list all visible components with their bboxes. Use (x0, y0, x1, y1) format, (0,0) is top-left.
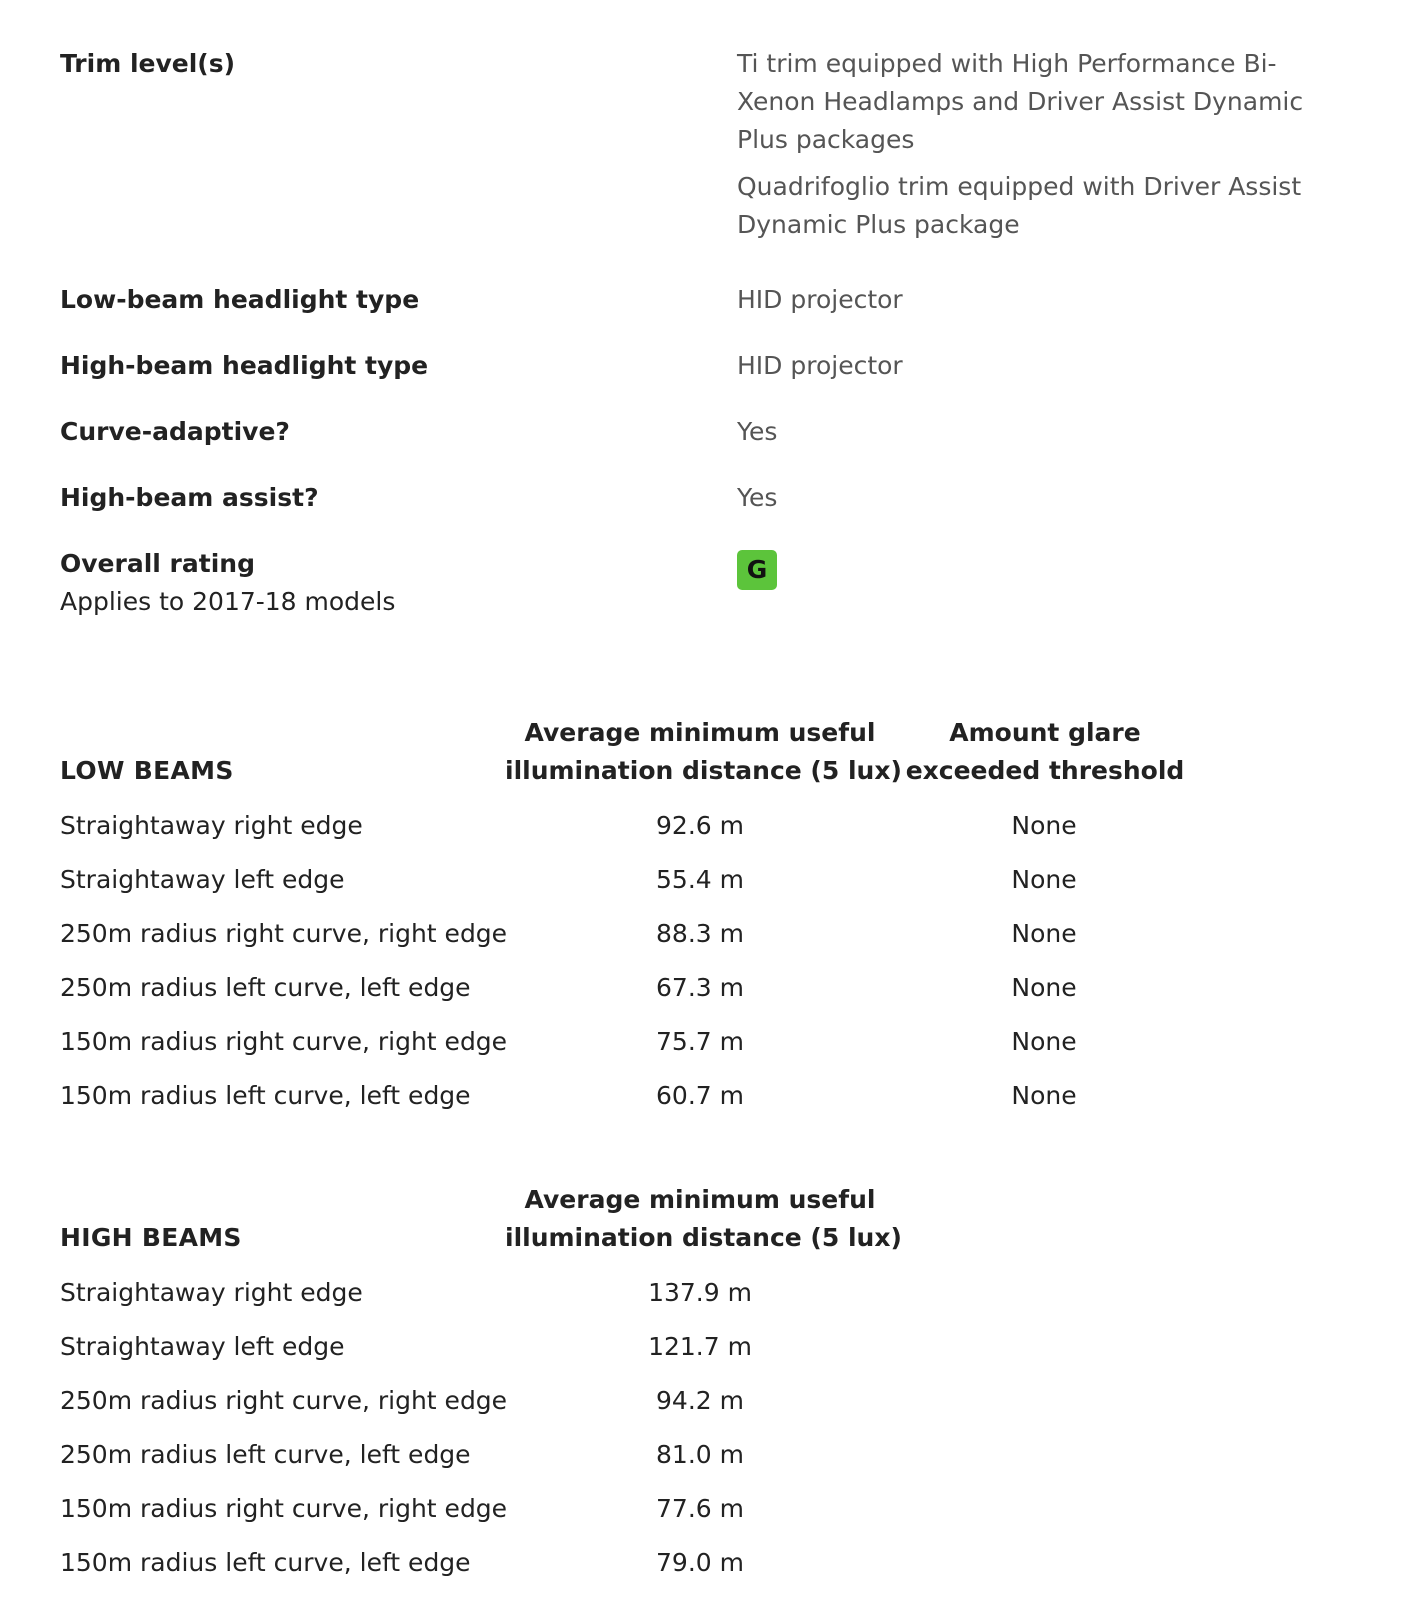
low-beams-row-glare: None (1011, 1081, 1077, 1110)
overall-rating-label: Overall rating (60, 549, 255, 578)
overall-rating-subtitle: Applies to 2017-18 models (60, 587, 396, 616)
trim-level-value-2: Quadrifoglio trim equipped with Driver Assist Dynamic Plus package (737, 172, 1302, 239)
low-beams-row-label: Straightaway right edge (60, 811, 363, 840)
curve-adaptive-value: Yes (737, 417, 778, 446)
low-beams-row-distance: 55.4 m (656, 865, 744, 894)
low-beams-row-label: 150m radius left curve, left edge (60, 1081, 471, 1110)
low-beams-row-label: 250m radius right curve, right edge (60, 919, 508, 948)
low-beams-glare-header-line-1: Amount glare (949, 718, 1141, 747)
high-beam-type-value: HID projector (737, 351, 903, 380)
low-beam-type-value: HID projector (737, 285, 903, 314)
high-beams-row-distance: 137.9 m (648, 1278, 752, 1307)
high-beams-row-distance: 79.0 m (656, 1548, 744, 1577)
low-beams-glare-header-line-2: exceeded threshold (905, 756, 1185, 785)
low-beams-row-glare: None (1011, 865, 1077, 894)
high-beams-row-label: 250m radius left curve, left edge (60, 1440, 471, 1469)
low-beams-row-glare: None (1011, 1027, 1077, 1056)
low-beams-row-label: 250m radius left curve, left edge (60, 973, 471, 1002)
low-beams-title: LOW BEAMS (60, 756, 234, 785)
high-beams-title: HIGH BEAMS (60, 1223, 242, 1252)
high-beams-row-label: 150m radius left curve, left edge (60, 1548, 471, 1577)
low-beams-row-glare: None (1011, 919, 1077, 948)
low-beams-row-distance: 67.3 m (656, 973, 744, 1002)
high-beam-type-label: High-beam headlight type (60, 351, 429, 380)
low-beams-row-distance: 60.7 m (656, 1081, 744, 1110)
high-beams-distance-header-line-1: Average minimum useful (524, 1185, 876, 1214)
low-beams-row-glare: None (1011, 811, 1077, 840)
low-beams-row-distance: 92.6 m (656, 811, 744, 840)
low-beams-row-distance: 88.3 m (656, 919, 744, 948)
high-beam-assist-value: Yes (737, 483, 778, 512)
low-beam-type-label: Low-beam headlight type (60, 285, 420, 314)
low-beams-row-label: 150m radius right curve, right edge (60, 1027, 508, 1056)
high-beams-row-distance: 121.7 m (648, 1332, 752, 1361)
high-beams-row-label: 250m radius right curve, right edge (60, 1386, 508, 1415)
high-beams-row-distance: 94.2 m (656, 1386, 744, 1415)
low-beams-row-glare: None (1011, 973, 1077, 1002)
high-beam-assist-label: High-beam assist? (60, 483, 319, 512)
high-beams-row-distance: 81.0 m (656, 1440, 744, 1469)
high-beams-row-label: Straightaway right edge (60, 1278, 363, 1307)
trim-level-value-1: Ti trim equipped with High Performance Bi-Xenon Headlamps and Driver Assist Dynamic Plus packages (737, 49, 1304, 154)
high-beams-distance-header-line-2: illumination distance (5 lux) (505, 1223, 902, 1252)
trim-level-label: Trim level(s) (60, 49, 236, 78)
overall-rating-badge: G (737, 550, 777, 590)
high-beams-row-label: 150m radius right curve, right edge (60, 1494, 508, 1523)
high-beams-row-distance: 77.6 m (656, 1494, 744, 1523)
low-beams-distance-header-line-2: illumination distance (5 lux) (505, 756, 902, 785)
low-beams-distance-header-line-1: Average minimum useful (524, 718, 876, 747)
curve-adaptive-label: Curve-adaptive? (60, 417, 290, 446)
low-beams-row-distance: 75.7 m (656, 1027, 744, 1056)
low-beams-row-label: Straightaway left edge (60, 865, 345, 894)
high-beams-row-label: Straightaway left edge (60, 1332, 345, 1361)
